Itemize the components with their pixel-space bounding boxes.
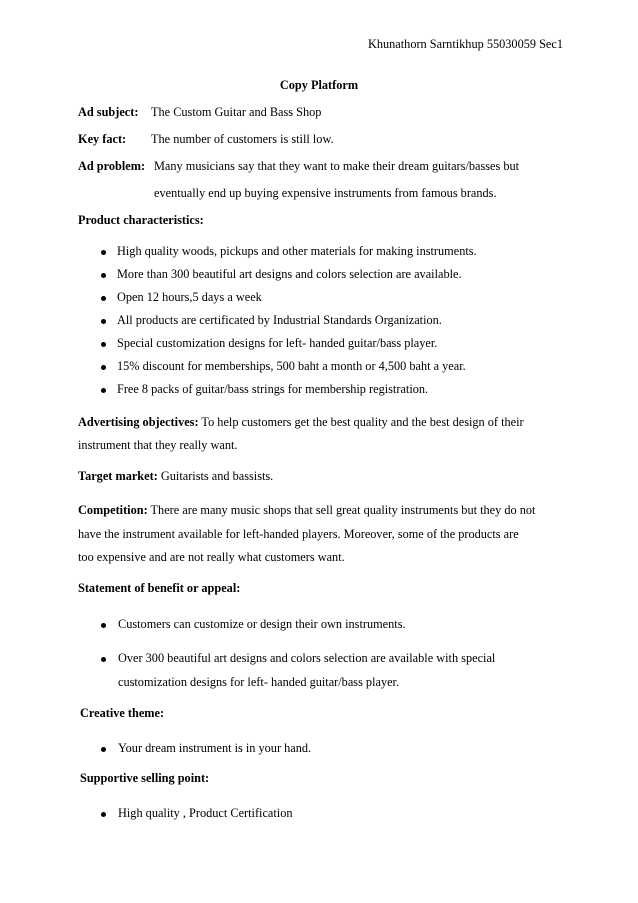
advertising-objectives-line2: instrument that they really want. xyxy=(78,438,238,452)
list-item: 15% discount for memberships, 500 baht a month or 4,500 baht a year. xyxy=(117,359,466,373)
creative-theme-label: Creative theme: xyxy=(80,706,165,720)
bullet-icon xyxy=(101,319,106,324)
list-item: Special customization designs for left- handed guitar/bass player. xyxy=(117,336,438,350)
bullet-icon xyxy=(101,250,106,255)
ad-subject-value: The Custom Guitar and Bass Shop xyxy=(151,105,322,119)
list-item: Your dream instrument is in your hand. xyxy=(118,741,312,755)
list-item: Customers can customize or design their own instruments. xyxy=(118,617,406,631)
target-market-line xyxy=(78,469,273,484)
list-item: All products are certificated by Industrial Standards Organization. xyxy=(117,313,442,327)
bullet-icon xyxy=(101,273,106,278)
target-market-label: Target market: xyxy=(78,469,158,483)
list-item: Over 300 beautiful art designs and colors selection are available with special xyxy=(118,651,496,665)
list-item: More than 300 beautiful art designs and colors selection are available. xyxy=(117,267,462,281)
supportive-selling-point-label: Supportive selling point: xyxy=(80,771,210,785)
ad-problem-line2: eventually end up buying expensive instruments from famous brands. xyxy=(154,186,497,200)
competition-label: Competition: xyxy=(78,503,148,517)
ad-problem-label: Ad problem: xyxy=(78,159,146,173)
bullet-icon xyxy=(101,657,106,662)
statement-of-benefit-label: Statement of benefit or appeal: xyxy=(78,581,241,595)
list-item: Free 8 packs of guitar/bass strings for membership registration. xyxy=(117,382,429,396)
bullet-icon xyxy=(101,623,106,628)
ad-problem-line1: Many musicians say that they want to make their dream guitars/basses but xyxy=(154,159,520,173)
bullet-icon xyxy=(101,812,106,817)
competition-line3: too expensive and are not really what customers want. xyxy=(78,550,345,564)
advertising-objectives-text: To help customers get the best quality and the best design of their xyxy=(201,415,524,429)
author-header: Khunathorn Sarntikhup 55030059 Sec1 xyxy=(367,37,563,51)
target-market-value: Guitarists and bassists. xyxy=(160,469,274,483)
list-item: Open 12 hours,5 days a week xyxy=(117,290,262,304)
advertising-objectives-line1 xyxy=(78,415,524,430)
bullet-icon xyxy=(101,388,106,393)
bullet-icon xyxy=(101,342,106,347)
list-item: High quality , Product Certification xyxy=(118,806,293,820)
document-title: Copy Platform xyxy=(279,78,359,92)
competition-line2: have the instrument available for left-handed players. Moreover, some of the products are xyxy=(78,527,519,541)
key-fact-label: Key fact: xyxy=(78,132,127,146)
list-item: High quality woods, pickups and other materials for making instruments. xyxy=(117,244,477,258)
list-item-continuation: customization designs for left- handed guitar/bass player. xyxy=(118,675,400,689)
advertising-objectives-label: Advertising objectives: xyxy=(78,415,199,429)
competition-text: There are many music shops that sell great quality instruments but they do not xyxy=(150,503,536,517)
bullet-icon xyxy=(101,747,106,752)
bullet-icon xyxy=(101,296,106,301)
key-fact-value: The number of customers is still low. xyxy=(151,132,334,146)
ad-subject-label: Ad subject: xyxy=(78,105,139,119)
competition-line1 xyxy=(78,503,535,518)
bullet-icon xyxy=(101,365,106,370)
product-characteristics-label: Product characteristics: xyxy=(78,213,204,227)
